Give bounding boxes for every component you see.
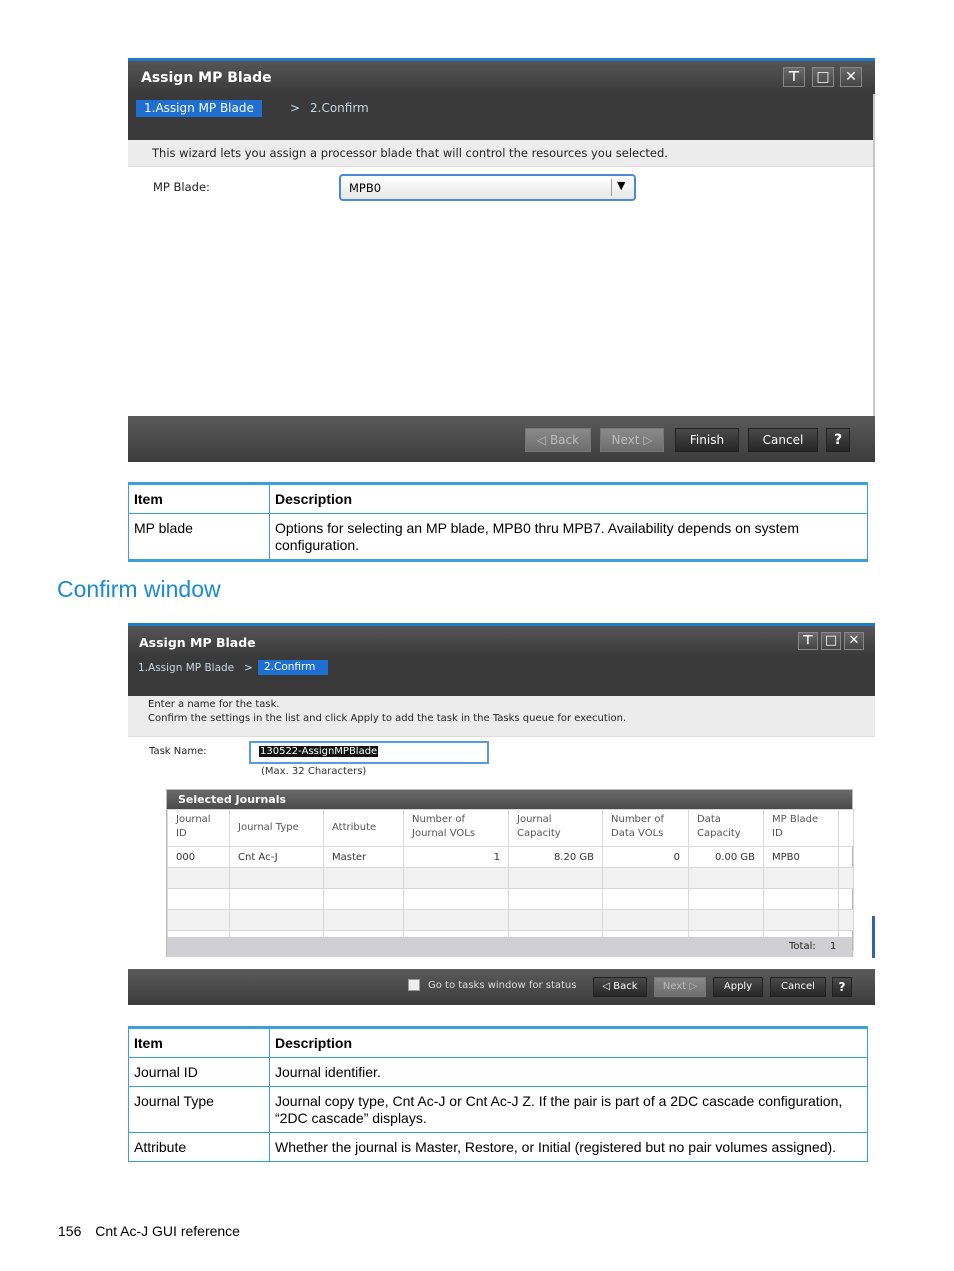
page-footer [58,1223,240,1239]
chevron-down-icon: ▼ [617,179,626,192]
close-icon[interactable]: ✕ [840,67,862,87]
next-button[interactable]: Next ▷ [654,977,706,997]
instruction-line-1: Enter a name for the task. [148,699,280,710]
panel-title-bar [167,790,852,809]
column-header[interactable]: Attribute [324,810,404,847]
dialog-title-bar [128,626,875,656]
column-header-description: Description [270,484,868,514]
chevron-right-icon: ▷ [639,433,653,447]
assign-mp-blade-dialog [128,58,875,459]
task-name-value: 130522-AssignMPBlade [260,746,378,757]
journal-vols-cell: 1 [404,847,509,868]
instruction-bar [128,140,875,167]
total-value: 1 [830,941,837,952]
table-row [129,514,868,561]
pin-icon[interactable]: ⊤ [783,67,805,87]
dialog-title: Assign MP Blade [139,635,256,650]
description-cell: Journal identifier. [270,1058,868,1087]
finish-button[interactable]: Finish [675,428,739,452]
dialog-title-bar [128,61,875,94]
dialog-footer [128,416,875,462]
help-button[interactable]: ? [832,977,852,997]
back-button[interactable]: ◁ Back [593,977,647,997]
dialog-footer [128,969,875,1005]
instruction-text: This wizard lets you assign a processor blade that will control the resources you selected. [152,146,668,160]
wizard-steps [128,94,875,140]
chevron-left-icon: ◁ [602,981,614,992]
empty-row [168,910,854,931]
column-header[interactable]: Journal Type [230,810,324,847]
apply-button[interactable]: Apply [713,977,763,997]
table-header-row [129,484,868,514]
wizard-steps [128,656,875,696]
cancel-button[interactable]: Cancel [748,428,818,452]
maximize-icon[interactable]: □ [812,67,834,87]
mp-blade-id-cell: MPB0 [764,847,839,868]
column-header-spacer [839,810,854,847]
column-header-description: Description [270,1028,868,1058]
description-cell: Whether the journal is Master, Restore, or Initial (registered but no pair volumes assigned). [270,1133,868,1162]
table-row [129,1133,868,1162]
attribute-cell: Master [324,847,404,868]
help-button[interactable]: ? [826,428,850,452]
confirm-dialog [128,623,875,1002]
scroll-edge [872,916,875,958]
dialog-title: Assign MP Blade [141,70,272,86]
journal-type-cell: Cnt Ac-J [230,847,324,868]
mp-blade-select[interactable] [339,174,636,201]
description-cell: Journal copy type, Cnt Ac-J or Cnt Ac-J Z. If the pair is part of a 2DC cascade configuration, “2DC cascade” displays. [270,1087,868,1133]
maximize-icon[interactable]: □ [821,632,841,650]
mp-blade-selected-value: MPB0 [349,181,382,195]
task-name-label: Task Name: [149,746,207,757]
next-button[interactable]: Next ▷ [600,428,664,452]
chevron-right-icon: ▷ [686,981,698,992]
task-name-input[interactable] [249,741,489,764]
mp-blade-description-table [128,482,868,562]
instruction-bar [128,696,875,737]
go-to-tasks-checkbox[interactable] [408,979,420,991]
journal-description-table [128,1026,868,1162]
step-confirm: 2.Confirm [310,101,369,115]
select-divider [611,179,612,196]
back-button[interactable]: ◁ Back [525,428,591,452]
table-header-row [129,1028,868,1058]
journal-id-cell: 000 [168,847,230,868]
column-header-item: Item [129,484,270,514]
column-header-item: Item [129,1028,270,1058]
journal-capacity-cell: 8.20 GB [509,847,603,868]
right-edge [873,94,875,424]
task-name-hint: (Max. 32 Characters) [261,766,367,777]
step-separator: > [290,101,301,115]
selected-journals-table [167,809,854,952]
column-header[interactable]: Journal ID [168,810,230,847]
step-separator: > [244,662,253,674]
table-row[interactable] [168,847,854,868]
spacer-cell [839,847,854,868]
column-header[interactable]: Number of Data VOLs [603,810,689,847]
empty-row [168,868,854,889]
column-header[interactable]: Number of Journal VOLs [404,810,509,847]
panel-title: Selected Journals [178,793,287,806]
page-number: 156 [58,1223,82,1239]
total-label: Total: [789,941,816,952]
description-cell: Options for selecting an MP blade, MPB0 thru MPB7. Availability depends on system configuration. [270,514,868,561]
table-total-bar [167,937,852,957]
item-cell: Journal Type [129,1087,270,1133]
selected-journals-panel [166,789,853,957]
mp-blade-label: MP Blade: [153,180,210,194]
column-header[interactable]: Journal Capacity [509,810,603,847]
footer-section: Cnt Ac-J GUI reference [95,1223,240,1239]
section-heading: Confirm window [57,576,221,602]
go-to-tasks-label: Go to tasks window for status [428,980,577,991]
step-assign-mp-blade: 1.Assign MP Blade [136,100,262,117]
table-header-row [168,810,854,847]
column-header[interactable]: MP Blade ID [764,810,839,847]
item-cell: MP blade [129,514,270,561]
data-capacity-cell: 0.00 GB [689,847,764,868]
table-row [129,1087,868,1133]
step-confirm: 2.Confirm [258,660,328,675]
instruction-line-2: Confirm the settings in the list and click Apply to add the task in the Tasks queue for execution. [148,713,627,724]
data-vols-cell: 0 [603,847,689,868]
empty-row [168,889,854,910]
step-assign-mp-blade: 1.Assign MP Blade [138,662,235,674]
cancel-button[interactable]: Cancel [770,977,826,997]
table-row [129,1058,868,1087]
item-cell: Attribute [129,1133,270,1162]
close-icon[interactable]: ✕ [844,632,864,650]
chevron-left-icon: ◁ [536,433,550,447]
pin-icon[interactable]: ⊤ [798,632,818,650]
item-cell: Journal ID [129,1058,270,1087]
column-header[interactable]: Data Capacity [689,810,764,847]
